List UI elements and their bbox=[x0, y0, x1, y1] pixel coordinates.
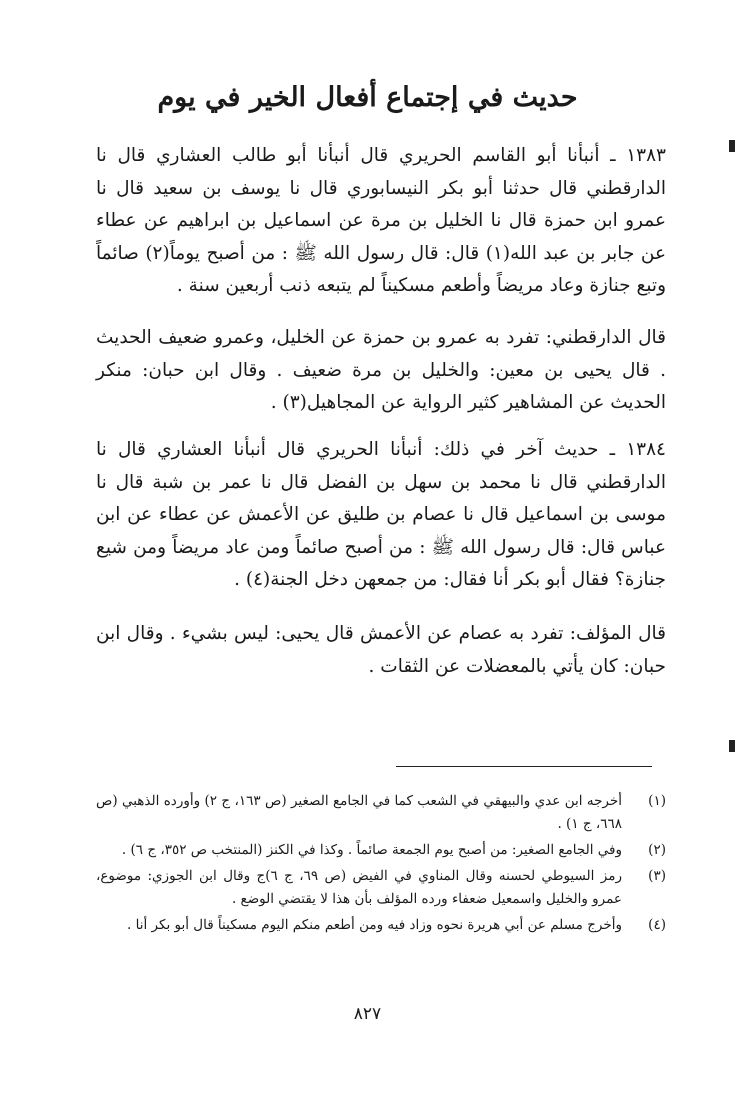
chapter-title: حديث في إجتماع أفعال الخير في يوم bbox=[157, 82, 578, 113]
scan-edge-mark bbox=[729, 140, 735, 152]
commentary-paragraph-1: قال الدارقطني: تفرد به عمرو بن حمزة عن الخليل، وعمرو ضعيف الحديث . قال يحيى بن معين: والخليل بن مرة ضعيف . وقال ابن حبان: منكر الحديث عن المشاهير كثير الرواية عن المجاهيل(٣) . bbox=[96, 327, 666, 413]
hadith-1383-paragraph: ١٣٨٣ ـ أنبأنا أبو القاسم الحريري قال أنبأنا أبو طالب العشاري قال نا الدارقطني قال حدثنا أبو بكر النيسابوري قال نا يوسف بن سعيد قال نا عمرو ابن حمزة قال نا الخليل بن مرة عن اسماعيل بن ابراهيم عن عطاء عن جابر بن عبد الله(١) قال: قال رسول الله ﷺ : من أصبح يوماً(٢) صائماً وتبع جنازة وعاد مريضاً وأطعم مسكيناً لم يتبعه ذنب أربعين سنة . bbox=[96, 145, 666, 296]
footnote-separator bbox=[396, 766, 652, 767]
footnote-2 bbox=[96, 839, 666, 862]
page-number: ٨٢٧ bbox=[353, 1004, 382, 1024]
footnote-text: وأخرج مسلم عن أبي هريرة نحوه وزاد فيه ومن أطعم منكم اليوم مسكيناً قال أبو بكر أنا . bbox=[127, 917, 622, 933]
scan-edge-mark bbox=[729, 740, 735, 752]
hadith-1384-paragraph: ١٣٨٤ ـ حديث آخر في ذلك: أنبأنا الحريري قال أنبأنا العشاري قال نا الدارقطني قال نا محمد بن سهل بن الفضل قال نا عمر بن شبة قال نا موسى بن اسماعيل قال نا عصام بن طليق عن الأعمش عن عطاء عن ابن عباس قال: قال رسول الله ﷺ : من أصبح صائماً ومن عاد مريضاً ومن شيع جنازة؟ فقال أبو بكر أنا فقال: من جمعهن دخل الجنة(٤) . bbox=[96, 439, 666, 590]
footnotes bbox=[96, 790, 666, 940]
footnote-text: رمز السيوطي لحسنه وقال المناوي في الفيض (ص ٦٩، ج ٦)ج وقال ابن الجوزي: موضوع، عمرو والخليل واسمعيل ضعفاء ورده المؤلف بأن هذا لا يقتضي الوضع . bbox=[96, 868, 622, 907]
footnote-number: (٤) bbox=[648, 917, 666, 933]
author-comment-paragraph: قال المؤلف: تفرد به عصام عن الأعمش قال يحيى: ليس بشيء . وقال ابن حبان: كان يأتي بالمعضلات عن الثقات . bbox=[96, 623, 666, 677]
footnote-4 bbox=[96, 914, 666, 937]
footnote-3 bbox=[96, 865, 666, 911]
footnote-number: (٣) bbox=[648, 868, 666, 884]
footnote-text: أخرجه ابن عدي والبيهقي في الشعب كما في الجامع الصغير (ص ١٦٣، ج ٢) وأورده الذهبي (ص ٦٦٨، ج ١) . bbox=[96, 793, 622, 832]
footnote-number: (٢) bbox=[648, 842, 666, 858]
footnote-1 bbox=[96, 790, 666, 836]
footnote-number: (١) bbox=[648, 793, 666, 809]
footnote-text: وفي الجامع الصغير: من أصبح يوم الجمعة صائماً . وكذا في الكنز (المنتخب ص ٣٥٢، ج ٦) . bbox=[121, 842, 622, 858]
